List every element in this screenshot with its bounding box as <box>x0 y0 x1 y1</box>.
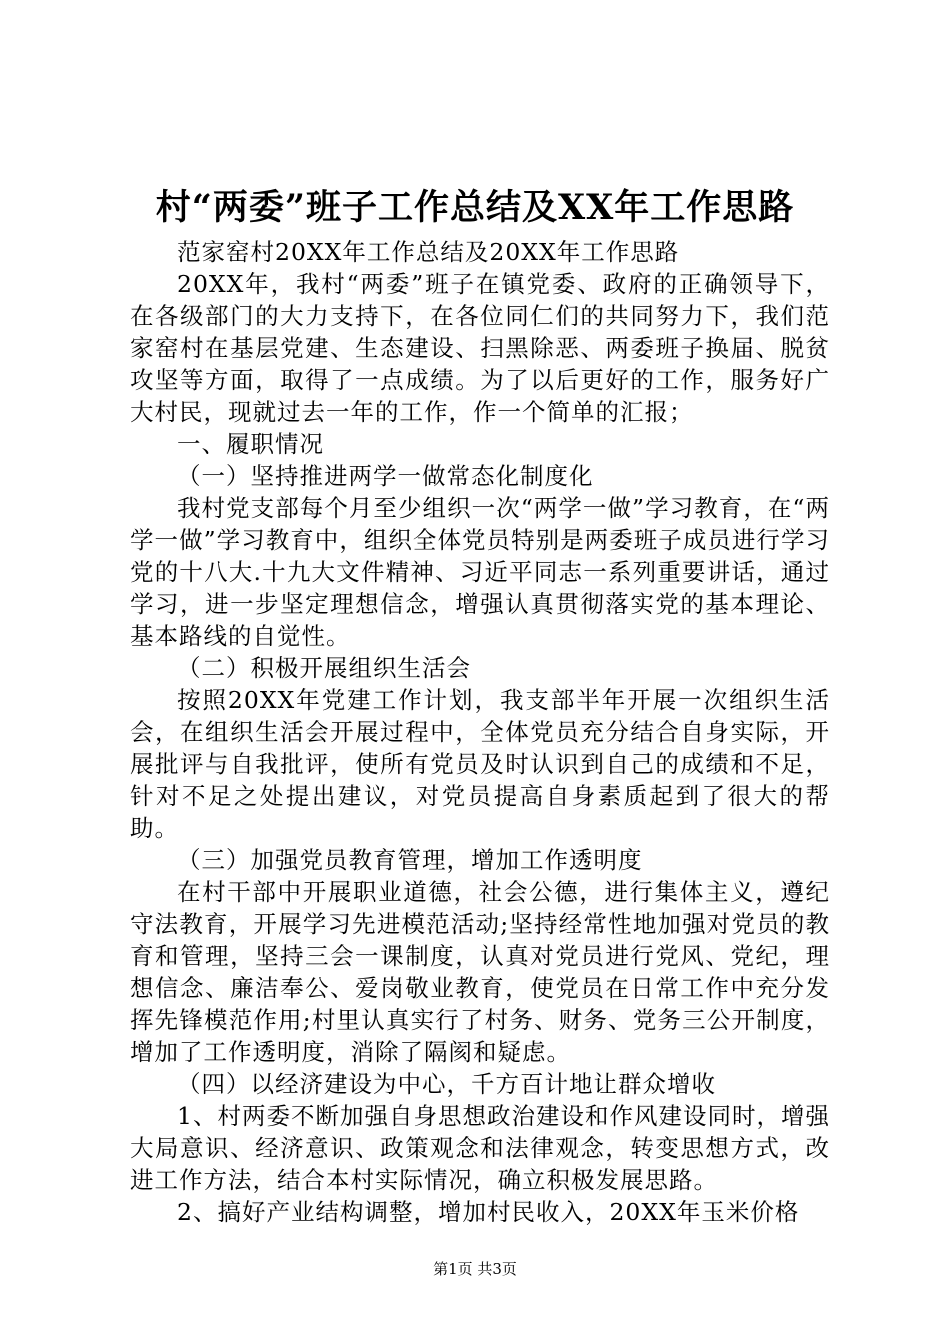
subsection-heading: （一）坚持推进两学一做常态化制度化 <box>177 462 594 490</box>
document-title: 村“两委”班子工作总结及XX年工作思路 <box>155 187 795 228</box>
page-footer: 第1页 共3页 <box>433 1260 517 1278</box>
subsection-heading: （二）积极开展组织生活会 <box>177 654 471 682</box>
body-paragraph: 在村干部中开展职业道德，社会公德，进行集体主义，遵纪守法教育，开展学习先进模范活动;坚持经常性地加强对党员的教育和管理，坚持三会一课制度，认真对党员进行党风、党纪，理想信念、廉洁奉公、爱岗敬业教育，使党员在日常工作中充分发挥先锋模范作用;村里认真实行了村务、财务、党务三公开制度，增加了工作透明度，消除了隔阂和疑虑。 <box>130 878 830 1066</box>
subtitle-paragraph: 范家窑村20XX年工作总结及20XX年工作思路 <box>177 238 680 266</box>
subsection-heading: （四）以经济建设为中心，千方百计地让群众增收 <box>177 1070 716 1098</box>
body-paragraph: 按照20XX年党建工作计划，我支部半年开展一次组织生活会，在组织生活会开展过程中，全体党员充分结合自身实际，开展批评与自我批评，使所有党员及时认识到自己的成绩和不足，针对不足之处提出建议，对党员提高自身素质起到了很大的帮助。 <box>130 686 830 842</box>
body-paragraph: 我村党支部每个月至少组织一次“两学一做”学习教育，在“两学一做”学习教育中，组织全体党员特别是两委班子成员进行学习党的十八大.十九大文件精神、习近平同志一系列重要讲话，通过学习，进一步坚定理想信念，增强认真贯彻落实党的基本理论、基本路线的自觉性。 <box>130 494 830 650</box>
section-heading: 一、履职情况 <box>177 430 324 458</box>
body-paragraph: 1、村两委不断加强自身思想政治建设和作风建设同时，增强大局意识、经济意识、政策观念和法律观念，转变思想方式，改进工作方法，结合本村实际情况，确立积极发展思路。 <box>130 1102 830 1194</box>
document-body <box>130 236 830 1228</box>
intro-paragraph: 20XX年，我村“两委”班子在镇党委、政府的正确领导下，在各级部门的大力支持下，在各位同仁们的共同努力下，我们范家窑村在基层党建、生态建设、扫黑除恶、两委班子换届、脱贫攻坚等方面，取得了一点成绩。为了以后更好的工作，服务好广大村民，现就过去一年的工作，作一个简单的汇报； <box>130 270 830 426</box>
subsection-heading: （三）加强党员教育管理，增加工作透明度 <box>177 846 643 874</box>
body-paragraph: 2、搞好产业结构调整，增加村民收入，20XX年玉米价格 <box>177 1198 800 1226</box>
